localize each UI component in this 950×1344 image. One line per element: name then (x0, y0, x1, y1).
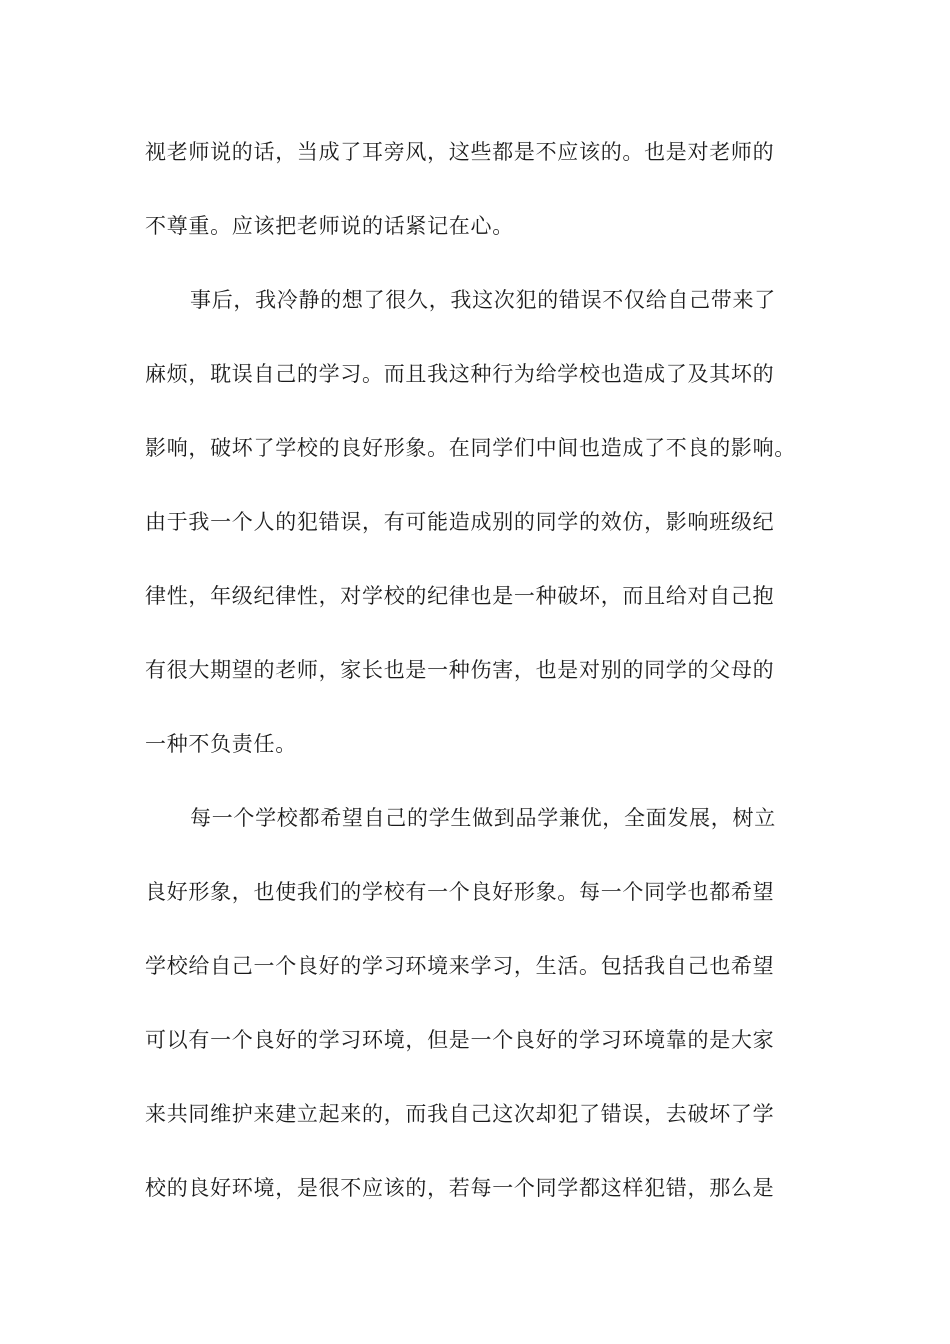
text-line: 由于我一个人的犯错误，有可能造成别的同学的效仿，影响班级纪 (145, 510, 775, 534)
text-line: 来共同维护来建立起来的，而我自己这次却犯了错误，去破坏了学 (145, 1102, 775, 1126)
text-line: 有很大期望的老师，家长也是一种伤害，也是对别的同学的父母的 (145, 658, 775, 682)
text-line: 一种不负责任。 (145, 732, 297, 756)
text-line: 良好形象，也使我们的学校有一个良好形象。每一个同学也都希望 (145, 880, 775, 904)
text-line: 不尊重。应该把老师说的话紧记在心。 (145, 214, 514, 238)
body-text (145, 130, 815, 1240)
text-line: 校的良好环境，是很不应该的，若每一个同学都这样犯错，那么是 (145, 1176, 775, 1200)
text-line: 影响，破坏了学校的良好形象。在同学们中间也造成了不良的影响。 (145, 436, 796, 460)
text-line: 可以有一个良好的学习环境，但是一个良好的学习环境靠的是大家 (145, 1028, 775, 1052)
text-line: 事后，我冷静的想了很久，我这次犯的错误不仅给自己带来了 (190, 288, 776, 312)
text-line: 律性，年级纪律性，对学校的纪律也是一种破坏，而且给对自己抱 (145, 584, 775, 608)
text-line: 麻烦，耽误自己的学习。而且我这种行为给学校也造成了及其坏的 (145, 362, 775, 386)
text-line: 学校给自己一个良好的学习环境来学习，生活。包括我自己也希望 (145, 954, 775, 978)
text-line: 每一个学校都希望自己的学生做到品学兼优，全面发展，树立 (190, 806, 776, 830)
text-line: 视老师说的话，当成了耳旁风，这些都是不应该的。也是对老师的 (145, 140, 775, 164)
